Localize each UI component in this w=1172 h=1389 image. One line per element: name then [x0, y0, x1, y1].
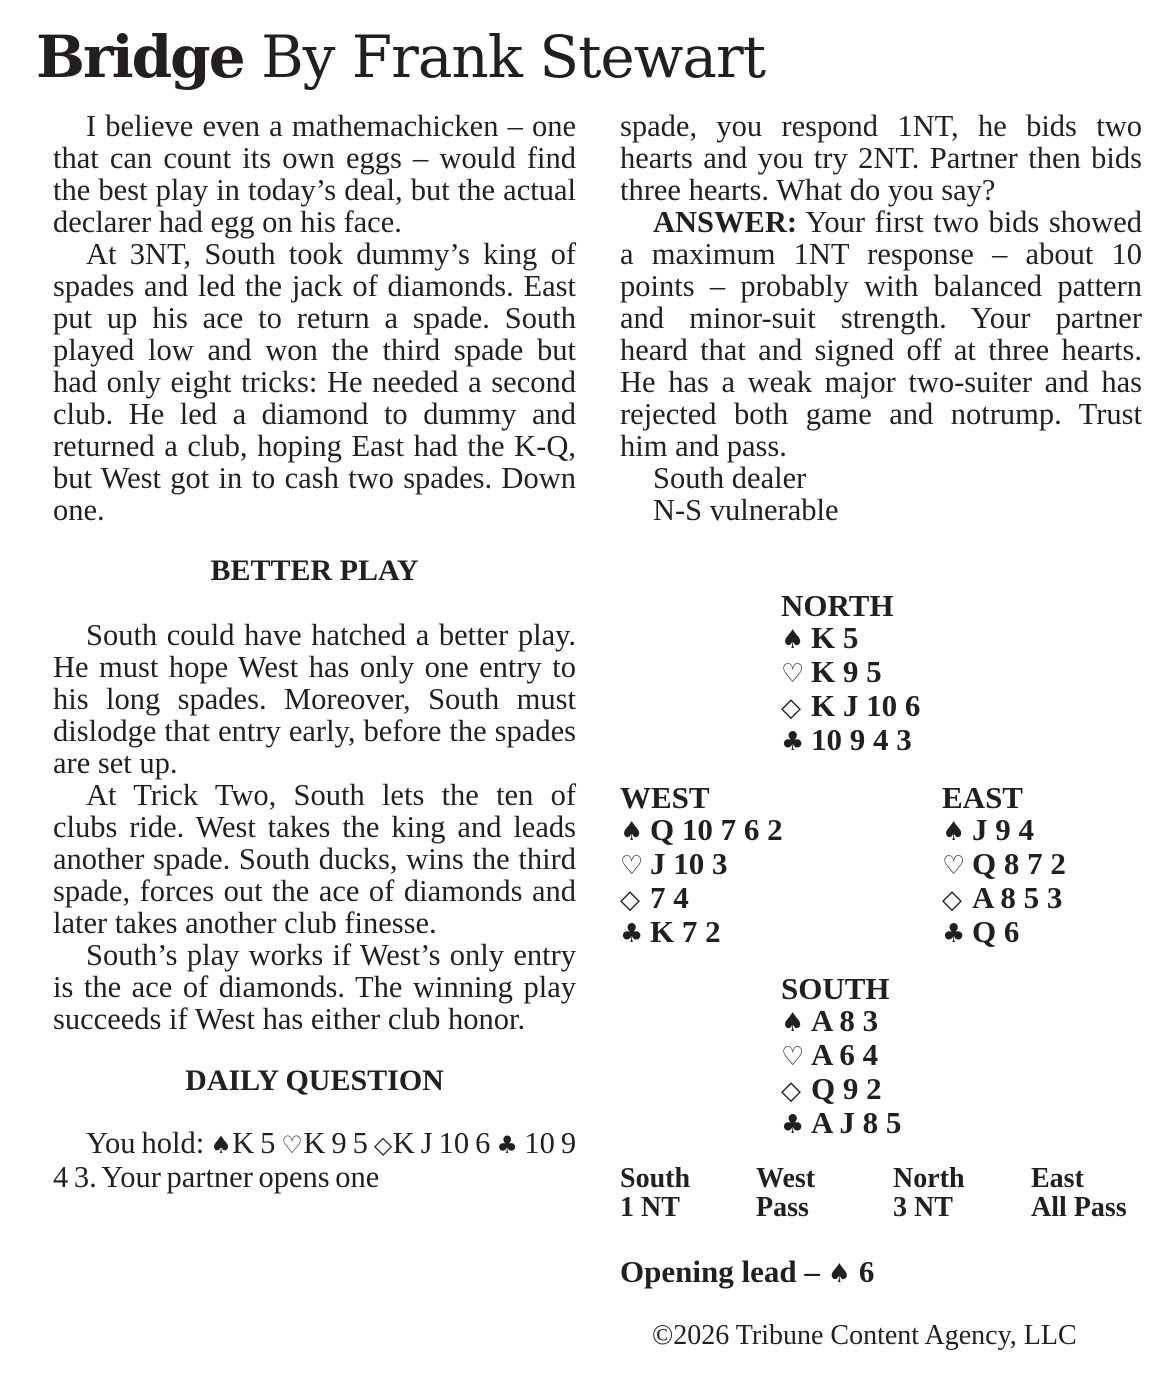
club-icon: ♣: [496, 1131, 519, 1159]
question-spades: K 5: [232, 1126, 276, 1160]
clubs-row: [781, 1107, 901, 1141]
hearts-row: [781, 656, 920, 690]
hearts-row: [942, 848, 1066, 882]
diamond-icon: ◇: [620, 885, 640, 915]
intro-paragraph-1: I believe even a mathemachicken – one that can count its own eggs – would find the best play in today’s deal, but the actual declarer had egg on his face.: [53, 109, 576, 239]
cards: J 9 4: [972, 812, 1034, 847]
cards: A 6 4: [811, 1037, 879, 1072]
club-icon: ♣: [942, 919, 966, 949]
clubs-row: [781, 724, 920, 758]
auction-seat: North: [893, 1163, 965, 1194]
spades-row: [781, 622, 920, 656]
club-icon: ♣: [781, 1110, 805, 1140]
auction-column-south: [620, 1164, 690, 1222]
hand-east: [942, 782, 1066, 950]
hand-label: NORTH: [781, 588, 894, 623]
question-continuation: spade, you respond 1NT, he bids two hearts and you try 2NT. Partner then bids three hearts. What do you say?: [620, 109, 1142, 207]
diamond-icon: ◇: [781, 1076, 801, 1106]
spade-icon: ♠: [781, 625, 805, 655]
spade-icon: ♠: [827, 1259, 851, 1289]
cards: 10 9 4 3: [811, 722, 912, 757]
cards: K 9 5: [811, 654, 882, 689]
heart-icon: ♡: [781, 1042, 805, 1072]
spade-icon: ♠: [620, 817, 644, 847]
better-play-heading: BETTER PLAY: [210, 554, 419, 587]
better-play-paragraph-3: South’s play works if West’s only entry is the ace of diamonds. The winning play succeeds if West has either club honor.: [53, 938, 576, 1036]
cards: K 5: [811, 620, 859, 655]
answer-paragraph: [620, 206, 1142, 462]
heart-icon: ♡: [781, 659, 805, 689]
cards: 7 4: [650, 880, 689, 915]
question-clubs: 10 9 4 3: [53, 1126, 577, 1194]
page-title: [36, 24, 765, 90]
better-play-paragraph-1: South could have hatched a better play. He must hope West has only one entry to his long spades. Moreover, South must dislodge that entry early, before the spades are set up.: [53, 618, 576, 780]
right-column: [620, 110, 1142, 526]
question-text-start: . Your partner opens one: [89, 1160, 380, 1194]
auction-bid: Pass: [756, 1192, 809, 1223]
cards: J 10 3: [650, 846, 728, 881]
hearts-row: [620, 848, 783, 882]
opening-lead: [620, 1254, 874, 1290]
spades-row: [620, 814, 783, 848]
diamond-icon: ◇: [781, 693, 801, 723]
spade-icon: ♠: [210, 1131, 233, 1159]
you-hold-label: You hold:: [86, 1126, 205, 1160]
intro-paragraph-2: At 3NT, South took dummy’s king of spades and led the jack of diamonds. East put up his ace to return a spade. South played low and won the third spade but had only eight tricks: He needed a second club. He led a diamond to dummy and returned a club, hoping East had the K-Q, but West got in to cash two spades. Down one.: [53, 237, 576, 527]
cards: Q 10 7 6 2: [650, 812, 783, 847]
hand-label: SOUTH: [781, 971, 890, 1006]
cards: A 8 5 3: [972, 880, 1063, 915]
auction-column-west: [756, 1164, 815, 1222]
diamonds-row: [781, 690, 920, 724]
auction-seat: East: [1031, 1163, 1084, 1194]
diamond-icon: ◇: [942, 885, 962, 915]
heart-icon: ♡: [281, 1131, 304, 1159]
hand-west: [620, 782, 783, 950]
diamond-icon: ◇: [373, 1131, 393, 1159]
copyright: ©2026 Tribune Content Agency, LLC: [652, 1320, 1077, 1351]
clubs-row: [620, 916, 783, 950]
cards: Q 9 2: [811, 1071, 882, 1106]
diamonds-row: [781, 1073, 901, 1107]
opening-lead-card: 6: [858, 1254, 875, 1289]
opening-lead-label: Opening lead –: [620, 1254, 820, 1289]
spade-icon: ♠: [781, 1008, 805, 1038]
cards: Q 6: [972, 914, 1020, 949]
auction-seat: West: [756, 1163, 816, 1194]
daily-question-paragraph: [53, 1127, 576, 1193]
hand-label: WEST: [620, 780, 710, 815]
cards: A J 8 5: [811, 1105, 902, 1140]
byline: By Frank Stewart: [261, 23, 765, 91]
column-name: Bridge: [36, 23, 244, 91]
daily-question-heading: DAILY QUESTION: [185, 1064, 444, 1097]
hand-north: [781, 590, 920, 758]
auction-column-north: [893, 1164, 965, 1222]
auction-seat: South: [620, 1163, 691, 1194]
heart-icon: ♡: [620, 851, 644, 881]
diamonds-row: [942, 882, 1066, 916]
heart-icon: ♡: [942, 851, 966, 881]
spade-icon: ♠: [942, 817, 966, 847]
dealer-info: South dealer: [653, 461, 807, 495]
cards: K 7 2: [650, 914, 721, 949]
auction-bid: 1 NT: [620, 1192, 680, 1223]
cards: K J 10 6: [811, 688, 921, 723]
auction-column-east: [1031, 1164, 1127, 1222]
better-play-paragraph-2: At Trick Two, South lets the ten of clubs ride. West takes the king and leads another spade. South ducks, wins the third spade, forces out the ace of diamonds and later takes another club finesse.: [53, 778, 576, 940]
auction-bid: All Pass: [1031, 1192, 1127, 1223]
clubs-row: [942, 916, 1066, 950]
hearts-row: [781, 1039, 901, 1073]
spades-row: [942, 814, 1066, 848]
club-icon: ♣: [620, 919, 644, 949]
left-column: [53, 110, 576, 1193]
hand-label: EAST: [942, 780, 1023, 815]
hand-south: [781, 973, 901, 1141]
question-diamonds: K J 10 6: [392, 1126, 491, 1160]
vulnerability-info: N-S vulnerable: [653, 493, 839, 527]
answer-text: Your first two bids showed a maximum 1NT response – about 10 points – probably with balanced pattern and minor-suit strength. Your partner heard that and signed off at three hearts. He has a weak major two-suiter and has rejected both game and notrump. Trust him and pass.: [620, 205, 1142, 463]
diamonds-row: [620, 882, 783, 916]
auction-bid: 3 NT: [893, 1192, 953, 1223]
question-hearts: K 9 5: [303, 1126, 368, 1160]
answer-label: ANSWER:: [653, 205, 798, 239]
cards: Q 8 7 2: [972, 846, 1066, 881]
spades-row: [781, 1005, 901, 1039]
club-icon: ♣: [781, 727, 805, 757]
cards: A 8 3: [811, 1003, 879, 1038]
